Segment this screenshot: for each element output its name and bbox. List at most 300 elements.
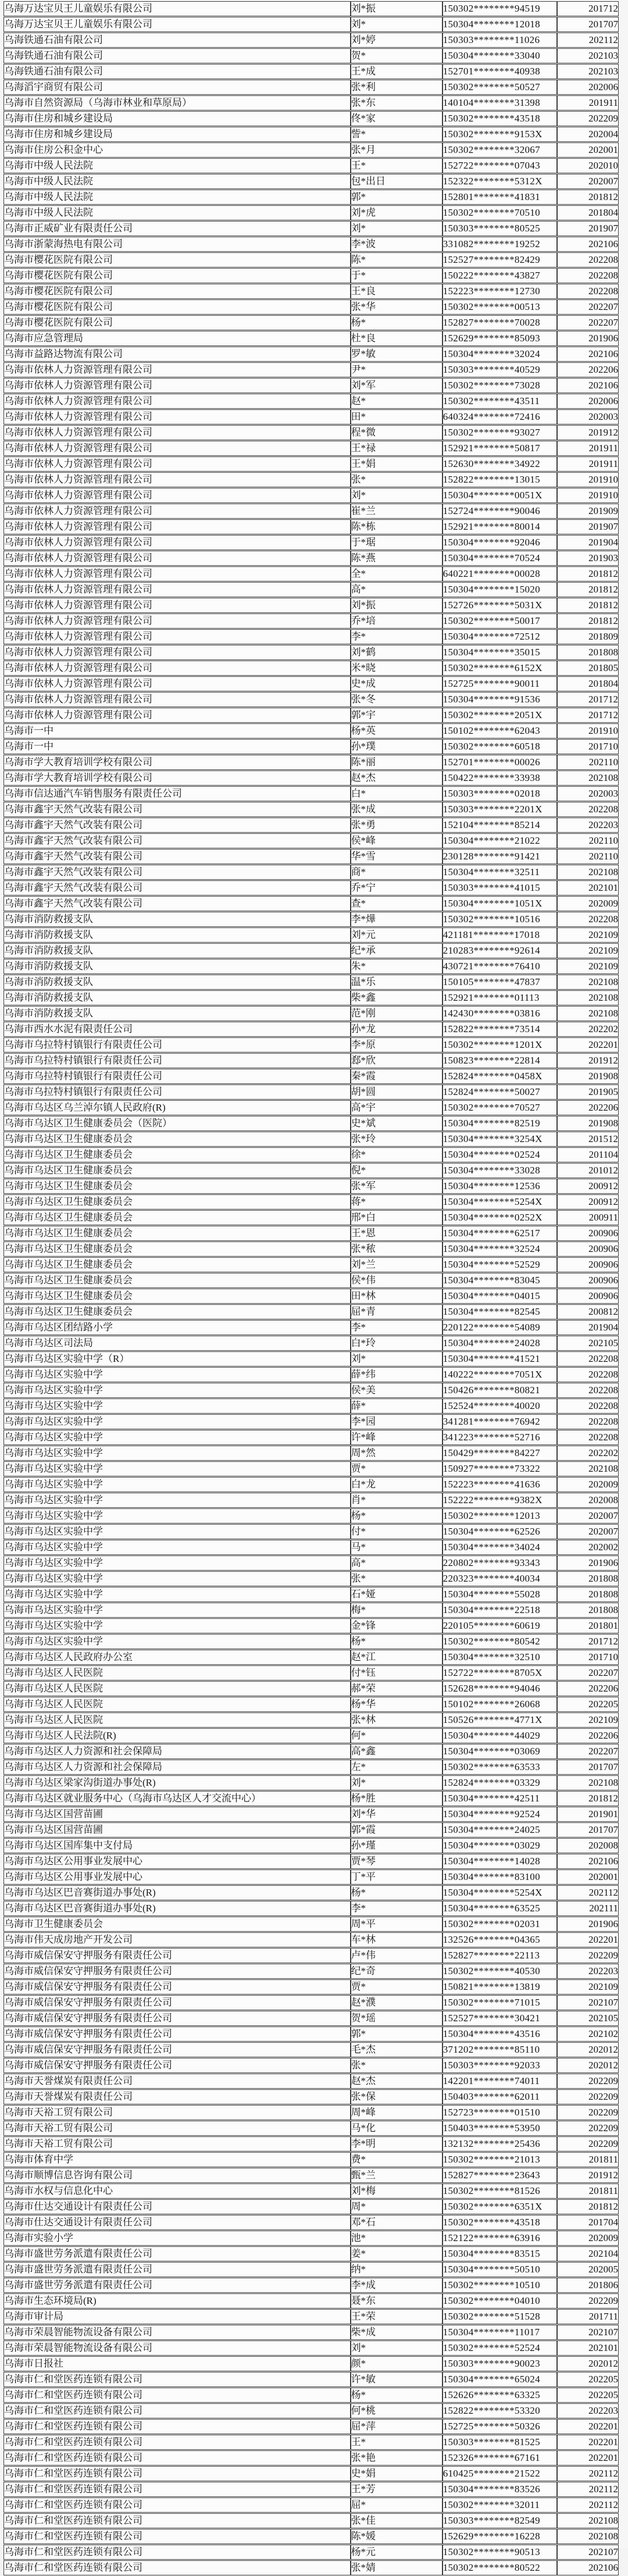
id-number-cell: 150302********00513 [443,299,557,315]
table-row [3,1446,619,1461]
date-cell: 201712 [557,1,619,16]
date-cell: 202009 [557,1477,619,1492]
person-name-cell: 许*峰 [351,1430,443,1445]
company-cell: 乌海市乌达区司法局 [3,1336,351,1351]
company-cell: 乌海市乌达区卫生健康委员会（医院） [3,1116,351,1131]
id-number-cell: 371202********85110 [443,2042,557,2057]
table-row [3,1273,619,1288]
id-number-cell: 150302********43518 [443,2215,557,2230]
company-cell: 乌海市依林人力资源管理有限公司 [3,378,351,393]
date-cell: 202107 [557,2545,619,2560]
person-name-cell: 商* [351,865,443,880]
table-row [3,849,619,864]
table-row [3,1398,619,1414]
table-row [3,1069,619,1084]
company-cell: 乌海滔宇商贸有限公司 [3,80,351,95]
id-number-cell: 150304********62526 [443,1524,557,1539]
date-cell: 200906 [557,1289,619,1304]
person-name-cell: 马*化 [351,2121,443,2136]
person-name-cell: 陈*丽 [351,755,443,770]
id-number-cell: 331082********19252 [443,237,557,252]
person-name-cell: 张*东 [351,95,443,110]
company-cell: 乌海市依林人力资源管理有限公司 [3,661,351,676]
date-cell: 201812 [557,566,619,581]
id-number-cell: 150304********0051X [443,488,557,503]
company-cell: 乌海市乌拉特村镇银行有限责任公司 [3,1037,351,1052]
table-row [3,1603,619,1618]
table-row [3,95,619,110]
date-cell: 202208 [557,252,619,267]
company-cell: 乌海市仕达交通设计有限责任公司 [3,2215,351,2230]
id-number-cell: 142201********74011 [443,2074,557,2089]
person-name-cell: 高* [351,582,443,597]
table-row [3,1477,619,1492]
table-row [3,1697,619,1712]
person-name-cell: 李*成 [351,2278,443,2293]
id-number-cell: 150102********62043 [443,723,557,738]
table-row [3,2011,619,2026]
company-cell: 乌海市乌达区乌兰淖尔镇人民政府(R) [3,1100,351,1115]
table-row [3,1084,619,1100]
company-cell: 乌海市天誉煤炭有限责任公司 [3,2089,351,2104]
table-row [3,488,619,503]
table-row [3,2293,619,2309]
date-cell: 202112 [557,1885,619,1900]
date-cell: 202109 [557,1712,619,1728]
person-name-cell: 包*出日 [351,174,443,189]
date-cell: 202209 [557,2121,619,2136]
person-name-cell: 高*宇 [351,1100,443,1115]
person-name-cell: 郭*宇 [351,708,443,723]
person-name-cell: 刘*振 [351,1,443,16]
date-cell: 202112 [557,2466,619,2481]
date-cell: 201808 [557,1587,619,1602]
id-number-cell: 150304********03069 [443,1744,557,1759]
id-number-cell: 140222********7051X [443,1367,557,1382]
table-row [3,912,619,927]
person-name-cell: 赵* [351,394,443,409]
date-cell: 202201 [557,2419,619,2434]
table-row [3,1336,619,1351]
id-number-cell: 152726********5031X [443,598,557,613]
company-cell: 乌海市乌达区实验中学 [3,1398,351,1414]
company-cell: 乌海市威信保安守押服务有限责任公司 [3,1995,351,2010]
id-number-cell: 152724********90046 [443,504,557,519]
date-cell: 202003 [557,786,619,801]
table-row [3,1948,619,1963]
date-cell: 202207 [557,299,619,315]
person-name-cell: 徐* [351,1147,443,1162]
company-cell: 乌海市西水水泥有限责任公司 [3,1022,351,1037]
company-cell: 乌海市威信保安守押服务有限责任公司 [3,1979,351,1995]
person-name-cell: 张*佳 [351,2513,443,2528]
company-cell: 乌海市乌达区卫生健康委员会 [3,1147,351,1162]
date-cell: 201808 [557,1571,619,1586]
table-row [3,1807,619,1822]
date-cell: 201707 [557,1822,619,1838]
date-cell: 200912 [557,1179,619,1194]
person-name-cell: 纪*奇 [351,1964,443,1979]
id-number-cell: 150302********10510 [443,2278,557,2293]
company-cell: 乌海市乌达区就业服务中心（乌海市乌达区人才交流中心） [3,1791,351,1806]
id-number-cell: 150304********32511 [443,865,557,880]
date-cell: 202106 [557,1854,619,1869]
company-cell: 乌海市中级人民法院 [3,158,351,173]
table-row [3,1775,619,1790]
person-name-cell: 杨*胜 [351,1791,443,1806]
table-row [3,1116,619,1131]
table-row [3,1760,619,1775]
id-number-cell: 150304********33028 [443,1163,557,1178]
table-row [3,1210,619,1225]
company-cell: 乌海市盛世劳务派遣有限责任公司 [3,2262,351,2277]
company-cell: 乌海市中级人民法院 [3,205,351,220]
id-number-cell: 152822********73514 [443,1022,557,1037]
company-cell: 乌海市乌达区人力资源和社会保障局 [3,1760,351,1775]
date-cell: 201707 [557,17,619,32]
date-cell: 202201 [557,1037,619,1052]
person-name-cell: 刘*振 [351,598,443,613]
date-cell: 202208 [557,268,619,283]
date-cell: 202007 [557,1508,619,1524]
person-name-cell: 柴*成 [351,2325,443,2340]
date-cell: 202103 [557,64,619,79]
date-cell: 201812 [557,613,619,629]
id-number-cell: 150927********73322 [443,1461,557,1476]
company-cell: 乌海市依林人力资源管理有限公司 [3,676,351,691]
id-number-cell: 150429********84227 [443,1446,557,1461]
id-number-cell: 150304********32024 [443,347,557,362]
company-cell: 乌海市乌达区人民政府办公室 [3,1650,351,1665]
date-cell: 201805 [557,661,619,676]
person-name-cell: 卢*伟 [351,1948,443,1963]
company-cell: 乌海市依林人力资源管理有限公司 [3,441,351,456]
id-number-cell: 152524********40020 [443,1398,557,1414]
company-cell: 乌海铁通石油有限公司 [3,48,351,63]
date-cell: 202108 [557,865,619,880]
table-row [3,1979,619,1995]
person-name-cell: 刘* [351,488,443,503]
table-row [3,1540,619,1555]
date-cell: 201910 [557,488,619,503]
table-row [3,2356,619,2371]
date-cell: 201808 [557,1603,619,1618]
id-number-cell: 150302********32011 [443,2497,557,2513]
date-cell: 202201 [557,1932,619,1947]
date-cell: 202008 [557,1838,619,1853]
table-row [3,1179,619,1194]
id-number-cell: 150304********03029 [443,1838,557,1853]
id-number-cell: 152824********0458X [443,1069,557,1084]
date-cell: 202208 [557,802,619,817]
table-row [3,1901,619,1916]
id-number-cell: 150303********90023 [443,2356,557,2371]
date-cell: 201806 [557,2278,619,2293]
date-cell: 202206 [557,362,619,377]
id-number-cell: 150304********82545 [443,1304,557,1319]
person-name-cell: 杨* [351,315,443,330]
company-cell: 乌海市中级人民法院 [3,174,351,189]
table-row [3,2309,619,2324]
table-row [3,896,619,911]
date-cell: 202012 [557,2042,619,2057]
company-cell: 乌海市乌达区卫生健康委员会 [3,1132,351,1147]
date-cell: 202108 [557,1461,619,1476]
id-number-cell: 150304********12536 [443,1179,557,1194]
person-name-cell: 贾* [351,1461,443,1476]
person-name-cell: 全* [351,566,443,581]
person-name-cell: 陈* [351,252,443,267]
table-row [3,818,619,833]
company-cell: 乌海市仕达交通设计有限责任公司 [3,2199,351,2214]
table-row [3,205,619,220]
table-row [3,1822,619,1838]
table-row [3,943,619,958]
id-number-cell: 152527********30421 [443,2011,557,2026]
id-number-cell: 220105********60619 [443,1618,557,1633]
company-cell: 乌海市乌达区实验中学 [3,1634,351,1649]
company-cell: 乌海市乌达区人民法院(R) [3,1728,351,1743]
table-row [3,927,619,943]
table-row [3,739,619,754]
person-name-cell: 张*勇 [351,818,443,833]
table-row [3,2513,619,2528]
id-number-cell: 152921********50817 [443,441,557,456]
company-cell: 乌海市依林人力资源管理有限公司 [3,472,351,487]
person-name-cell: 周* [351,2199,443,2214]
id-number-cell: 150426********80821 [443,1383,557,1398]
person-name-cell: 倪* [351,1163,443,1178]
person-name-cell: 查* [351,896,443,911]
table-row [3,2340,619,2356]
id-number-cell: 150304********92046 [443,535,557,550]
person-name-cell: 田*林 [351,1289,443,1304]
date-cell: 201911 [557,95,619,110]
person-name-cell: 史*斌 [351,1116,443,1131]
date-cell: 201911 [557,456,619,472]
table-row [3,1524,619,1539]
person-name-cell: 纪*承 [351,943,443,958]
id-number-cell: 150302********81526 [443,2183,557,2199]
table-row [3,221,619,236]
person-name-cell: 赵*濮 [351,1995,443,2010]
id-number-cell: 150302********52524 [443,2340,557,2356]
table-row [3,2058,619,2073]
person-name-cell: 陈*媛 [351,2529,443,2544]
date-cell: 201711 [557,2309,619,2324]
person-name-cell: 朱* [351,959,443,974]
person-name-cell: 李* [351,1901,443,1916]
company-cell: 乌海市依林人力资源管理有限公司 [3,456,351,472]
company-cell: 乌海市学大教育培训学校有限公司 [3,770,351,786]
date-cell: 202208 [557,1398,619,1414]
company-cell: 乌海市乌拉特村镇银行有限责任公司 [3,1084,351,1100]
company-cell: 乌海市依林人力资源管理有限公司 [3,504,351,519]
date-cell: 201910 [557,723,619,738]
company-cell: 乌海市盛世劳务派遣有限责任公司 [3,2246,351,2261]
date-cell: 201901 [557,1807,619,1822]
table-row [3,2388,619,2403]
company-cell: 乌海市顺博信息咨询有限公司 [3,2168,351,2183]
company-cell: 乌海市仁和堂医药连锁有限公司 [3,2466,351,2481]
table-row [3,1383,619,1398]
table-row [3,331,619,346]
date-cell: 202006 [557,394,619,409]
person-name-cell: 张*玲 [351,1132,443,1147]
id-number-cell: 150422********33938 [443,770,557,786]
table-row [3,990,619,1005]
person-name-cell: 张*林 [351,1712,443,1728]
person-name-cell: 范*刚 [351,1006,443,1021]
company-cell: 乌海铁通石油有限公司 [3,33,351,48]
person-name-cell: 薛* [351,1398,443,1414]
id-number-cell: 150304********5254X [443,1885,557,1900]
date-cell: 202202 [557,1022,619,1037]
company-cell: 乌海万达宝贝王儿童娱乐有限公司 [3,17,351,32]
date-cell: 202105 [557,1336,619,1351]
date-cell: 202209 [557,2105,619,2120]
table-row [3,268,619,283]
person-name-cell: 杨*英 [351,723,443,738]
date-cell: 201809 [557,629,619,644]
person-name-cell: 王*娟 [351,456,443,472]
id-number-cell: 150304********70524 [443,551,557,566]
company-cell: 乌海市乌达区实验中学 [3,1603,351,1618]
table-row [3,1854,619,1869]
id-number-cell: 150302********70510 [443,205,557,220]
company-cell: 乌海市水权与信息化中心 [3,2183,351,2199]
person-name-cell: 张*婧 [351,2560,443,2575]
person-name-cell: 张*艳 [351,2450,443,2466]
person-name-cell: 高* [351,1555,443,1571]
company-cell: 乌海市实验小学 [3,2231,351,2246]
person-name-cell: 白*龙 [351,1477,443,1492]
table-row [3,2042,619,2057]
table-row [3,1728,619,1743]
date-cell: 201808 [557,645,619,660]
company-cell: 乌海市自然资源局（乌海市林业和草原局） [3,95,351,110]
company-cell: 乌海市乌达区人力资源和社会保障局 [3,1744,351,1759]
id-number-cell: 610425********21522 [443,2466,557,2481]
date-cell: 201804 [557,205,619,220]
company-cell: 乌海市仁和堂医药连锁有限公司 [3,2419,351,2434]
id-number-cell: 150303********11026 [443,33,557,48]
date-cell: 202205 [557,1697,619,1712]
id-number-cell: 150222********43827 [443,268,557,283]
table-row [3,237,619,252]
person-name-cell: 颜* [351,2356,443,2371]
id-number-cell: 150304********32510 [443,1650,557,1665]
table-row [3,1194,619,1209]
table-row [3,1869,619,1885]
company-cell: 乌海市乌达区国营苗圃 [3,1807,351,1822]
company-cell: 乌海市乌拉特村镇银行有限责任公司 [3,1069,351,1084]
company-cell: 乌海市依林人力资源管理有限公司 [3,566,351,581]
person-name-cell: 程*微 [351,425,443,440]
id-number-cell: 640221********00028 [443,566,557,581]
person-name-cell: 高*鑫 [351,1744,443,1759]
company-cell: 乌海市住房和城乡建设局 [3,127,351,142]
date-cell: 201710 [557,739,619,754]
person-name-cell: 赵*杰 [351,770,443,786]
date-cell: 202108 [557,770,619,786]
person-name-cell: 邢*白 [351,1210,443,1225]
id-number-cell: 150302********10516 [443,912,557,927]
date-cell: 202107 [557,1995,619,2010]
date-cell: 202108 [557,1775,619,1790]
date-cell: 202012 [557,2356,619,2371]
id-number-cell: 150304********43516 [443,2026,557,2042]
date-cell: 202012 [557,2058,619,2073]
id-number-cell: 152701********00026 [443,755,557,770]
person-name-cell: 池* [351,2231,443,2246]
id-number-cell: 150302********9153X [443,127,557,142]
person-name-cell: 张*成 [351,802,443,817]
company-cell: 乌海市消防救援支队 [3,975,351,990]
id-number-cell: 150304********83045 [443,1273,557,1288]
date-cell: 202110 [557,833,619,848]
person-name-cell: 付*钰 [351,1665,443,1681]
table-row [3,2105,619,2120]
violation-table-body [3,1,619,2575]
id-number-cell: 152322********5312X [443,174,557,189]
table-row [3,1430,619,1445]
date-cell: 202209 [557,2089,619,2104]
person-name-cell: 李* [351,1320,443,1335]
person-name-cell: 张* [351,2058,443,2073]
date-cell: 202109 [557,959,619,974]
date-cell: 201811 [557,2183,619,2199]
company-cell: 乌海市威信保安守押服务有限责任公司 [3,2011,351,2026]
id-number-cell: 150302********80542 [443,1634,557,1649]
id-number-cell: 150304********55028 [443,1587,557,1602]
date-cell: 201912 [557,2168,619,2183]
id-number-cell: 150302********43518 [443,111,557,126]
id-number-cell: 150304********3254X [443,1132,557,1147]
date-cell: 202106 [557,237,619,252]
company-cell: 乌海市消防救援支队 [3,912,351,927]
table-row [3,645,619,660]
person-name-cell: 李*明 [351,2136,443,2152]
person-name-cell: 王*恩 [351,1226,443,1241]
person-name-cell: 贾* [351,1979,443,1995]
company-cell: 乌海市依林人力资源管理有限公司 [3,629,351,644]
table-row [3,1791,619,1806]
table-row [3,1618,619,1633]
date-cell: 201710 [557,1650,619,1665]
date-cell: 202207 [557,1744,619,1759]
id-number-cell: 152824********50027 [443,1084,557,1100]
person-name-cell: 刘*华 [351,1807,443,1822]
person-name-cell: 贺*瑶 [351,2011,443,2026]
table-row [3,1414,619,1429]
table-row [3,2419,619,2434]
company-cell: 乌海市应急管理局 [3,331,351,346]
id-number-cell: 640324********72416 [443,409,557,424]
date-cell: 201904 [557,1320,619,1335]
table-row [3,1508,619,1524]
table-row [3,252,619,267]
table-row [3,1461,619,1476]
person-name-cell: 贺* [351,48,443,63]
id-number-cell: 150302********6351X [443,2199,557,2214]
id-number-cell: 220802********93343 [443,1555,557,1571]
table-row [3,535,619,550]
person-name-cell: 左* [351,1760,443,1775]
date-cell: 200912 [557,1194,619,1209]
table-row [3,1022,619,1037]
person-name-cell: 陈*燕 [351,551,443,566]
